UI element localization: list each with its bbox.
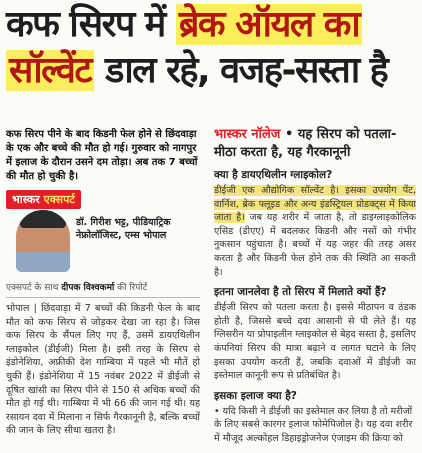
knowledge-heading: भास्कर नॉलेज • यह सिरप को पतला-मीठा करता है, यह गैरकानूनी — [214, 127, 397, 160]
headline-line-1 — [6, 2, 418, 48]
question-3: इसका इलाज क्या है? — [214, 389, 297, 402]
answer-1: डीईजी एक औद्योगिक सॉल्वेंट है। इसका उपयोग पेंट, वार्निश, ब्रेक फ्लूइड और अन्य इंडस्ट्रियल प्रोडक्ट्स में किया जाता है। जब यह शरीर में जाता है, तो डाइग्लाइकोलिक एसिड (डीएए) में बदलकर किडनी और नसों को गंभीर नुकसान पहुंचाता है। बच्चों में यह जहर की तरह असर करता है और किडनी फेल होने तक की स्थिति आ सकती है। — [214, 185, 416, 278]
divider — [6, 297, 200, 298]
expert-tag: भास्कर एक्सपर्ट — [6, 190, 81, 209]
headline-part-plain-2: डाल रहे, वजह-सस्ता है — [94, 50, 388, 91]
headline-line-2 — [6, 48, 418, 94]
answer-3: • यदि किसी ने डीईजी का इस्तेमाल कर लिया है तो मरीजों के लिए सबसे कारगर इलाज फोमेपिजोल है। यह दवा शरीर में मौजूद अल्कोहल डिहाइड्रोजनेज एंजाइम की क्रिया को — [214, 405, 413, 444]
byline: एक्सपर्ट के साथ दीपक विश्वकर्मा की रिपोर्ट — [6, 283, 148, 293]
lede-paragraph: कफ सिरप पीने के बाद किडनी फेल होने से छिंदवाड़ा के एक और बच्चे की मौत हो गई। गुरुवार को नागपुर में इलाज के दौरान उसने दम तोड़ा। अब तक 7 बच्चों की मौत हो चुकी है। — [6, 129, 198, 182]
headline-part-plain: कफ सिरप में — [6, 4, 176, 45]
question-1: क्या है डायएथिलीन ग्लाइकोल? — [214, 169, 333, 181]
left-body-text: भोपाल | छिंदवाड़ा में 7 बच्चों की किडनी फेल के बाद मौत को कफ सिरप से जोड़कर देखा जा रहा है। जिस कफ सिरप के सैंपल लिए गए हैं, उसमें डायएथिलीन ग्लाइकोल (डीईजी) मिला है। इसी तरह के सिरप से इंडोनेशिया, अफ्रीकी देश गाम्बिया में पहले भी मौतें हो चुकी हैं। इंडोनेशिया में 15 नवंबर 2022 में डीईजी से दूषित खांसी का सिरप पीने से 150 से अधिक बच्चों की मौत हो गई थी। गाम्बिया में भी 66 की जान गई थी। यह रसायन दवा में मिलाना न सिर्फ गैरकानूनी है, बल्कि बच्चों की जान के लिए सीधा खतरा है। — [6, 303, 200, 437]
avatar — [16, 210, 70, 272]
expert-name: डॉ. गिरीश भट्ट, पीडियाट्रिक नेफ्रोलॉजिस्ट, एम्स भोपाल — [76, 217, 171, 241]
question-2: इतना जानलेवा है तो सिरप में मिलाते क्यों हैं? — [214, 286, 387, 299]
right-column — [210, 120, 420, 446]
headline-highlight: ब्रेक ऑयल का — [176, 4, 362, 45]
expert-box — [6, 190, 200, 276]
answer-2: डीईजी सिरप को पतला करता है। इससे मीठापन व ठंडक होती है, जिससे बच्चे दवा आसानी से पी लेते हैं। यह ग्लिसरीन या प्रोपाइलीन ग्लाइकोल से बेहद सस्ता है, इसलिए कंपनियां सिरप की मात्रा बढ़ाने व लागत घटाने के लिए इसका उपयोग करती हैं, जबकि दवाओं में डीईजी का इस्तेमाल कानूनी रूप से प्रतिबंधित है। — [214, 302, 416, 382]
headline-highlight-2: सॉल्वेंट — [6, 50, 94, 91]
left-column — [0, 120, 206, 438]
headline — [6, 2, 418, 94]
